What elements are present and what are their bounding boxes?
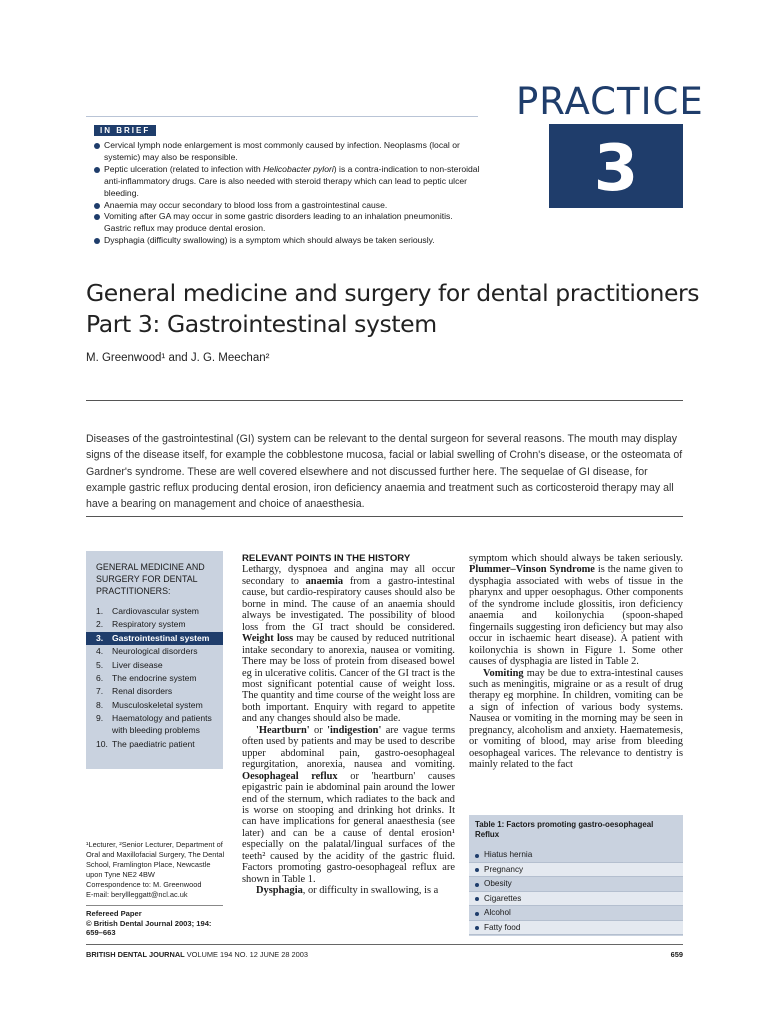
series-item-number: 6.: [96, 672, 104, 683]
text-run: , or difficulty in swallowing, is a: [302, 885, 439, 897]
series-item-label: Liver disease: [112, 659, 163, 670]
in-brief-tag: IN BRIEF: [94, 125, 156, 136]
text-run: is the name given to dysphagia associated with webs of tissue in the pharynx and upper oesophagus. Other components of the syndrome include glossitis, iron deficiency anaemia and koilonychia (spoon-shaped fingernails suggesting iron deficiency but may also occur in ischaemic heart disease). A patient with koilonychia is shown in Figure 1. Some other causes of dysphagia are listed in Table 2.: [469, 564, 683, 668]
series-item: [86, 605, 223, 618]
text-run: may be due to extra-intestinal causes such as meningitis, migraine or as a result of drug therapy eg morphine. In children, vomiting can be a sign of infection of various body systems. Nausea or vomiting in the morning may be seen in pregnancy, alcoholism and anxiety. Haematemesis, or vomiting of blood, may arise from bleeding oesophageal varices. The relevance to dentistry is mainly related to the fact: [469, 667, 683, 771]
divider: [86, 944, 683, 945]
text-run: from a gastro-intestinal cause, but cardio-respiratory causes should also be borne in mind. The cause of an anaemia should always be investigated. The possibility of blood loss from the GI tract should be considered.: [242, 575, 455, 633]
table-row: Pregnancy: [469, 863, 683, 878]
series-item-label: Haematology and patients with bleeding problems: [112, 713, 212, 736]
series-item: [86, 645, 223, 658]
series-item-number: 5.: [96, 659, 104, 670]
author-affiliation: [86, 840, 226, 901]
series-item: [86, 699, 223, 712]
series-item-label: The paediatric patient: [112, 738, 195, 749]
text-run: or: [309, 724, 328, 736]
series-item-label: The endocrine system: [112, 672, 197, 683]
series-list: [86, 605, 223, 751]
divider: [86, 905, 223, 906]
title-line-2: Part 3: Gastrointestinal system: [86, 310, 437, 338]
affiliation-line: School, Framlington Place, Newcastle: [86, 860, 211, 870]
bold-term: 'Heartburn': [256, 724, 310, 736]
table-row: Hiatus hernia: [469, 848, 683, 863]
series-item-label: Respiratory system: [112, 619, 186, 630]
series-item-label: Gastrointestinal system: [112, 632, 210, 643]
text-run: Lethargy, dyspnoea and angina may all occur secondary to: [242, 564, 455, 587]
divider: [86, 400, 683, 401]
journal-footer: [86, 950, 308, 959]
paragraph: [242, 725, 455, 885]
body-column-1: [242, 553, 455, 897]
species-name: Helicobacter pylori: [263, 163, 334, 174]
section-heading: RELEVANT POINTS IN THE HISTORY: [242, 553, 411, 564]
series-item: [86, 618, 223, 631]
series-item: [86, 712, 223, 738]
in-brief-item-text: Peptic ulceration (related to infection with Helicobacter pylori) is a contra-indication to non-steroidal anti-inflammatory drugs. Care is also needed with steroid therapy which can lead to peptic ulcer bleeding.: [104, 163, 480, 198]
abstract: Diseases of the gastrointestinal (GI) system can be relevant to the dental surgeon for several reasons. The mouth may display signs of the disease itself, for example the cobblestone mucosa, facial or labial swelling of Crohn's disease, or the osteomata of Gardner's syndrome. These are well covered elsewhere and not discussed further here. The sequelae of GI disease, for example gastric reflux producing dental erosion, iron deficiency anaemia and treatment such as corticosteroid therapy may all have a bearing on management and choice of anaesthesia.: [86, 433, 683, 511]
series-item-number: 1.: [96, 606, 104, 616]
series-item: [86, 685, 223, 698]
text-run: symptom which should always be taken seriously.: [469, 553, 683, 564]
series-item-number: 9.: [96, 713, 104, 724]
paragraph: [469, 668, 683, 771]
in-brief-item: Cervical lymph node enlargement is most commonly caused by infection. Neoplasms (local or systemic) may also be responsible.: [94, 140, 482, 164]
affiliation-line: upon Tyne NE2 4BW: [86, 870, 155, 880]
paragraph: [242, 564, 455, 724]
bold-term: Plummer–Vinson Syndrome: [469, 564, 595, 576]
in-brief-item: [94, 164, 482, 200]
series-item: [86, 659, 223, 672]
table-1-title: Table 1: Factors promoting gastro-oesophageal Reflux: [475, 820, 654, 839]
table-row: Obesity: [469, 877, 683, 892]
paragraph: [242, 885, 455, 896]
journal-name: BRITISH DENTAL JOURNAL: [86, 950, 185, 959]
table-row: Cigarettes: [469, 892, 683, 907]
in-brief-item: Vomiting after GA may occur in some gastric disorders leading to an inhalation pneumonitis. Gastric reflux may produce dental erosion.: [94, 211, 482, 235]
bold-term: anaemia: [305, 575, 344, 587]
citation: © British Dental Journal 2003; 194: 659–663: [86, 918, 212, 937]
series-item-current: [86, 632, 223, 645]
series-item-label: Musculoskeletal system: [112, 699, 203, 710]
series-item-label: Renal disorders: [112, 686, 173, 697]
divider: [86, 516, 683, 517]
series-item: [86, 672, 223, 685]
text-run: are vague terms often used by patients and may be used to describe upper abdominal pain, gastro-oesophageal regurgitation, anorexia, nausea and vomiting.: [242, 724, 455, 771]
divider: [86, 116, 478, 117]
bold-term: Vomiting: [483, 667, 524, 679]
series-item-number: 7.: [96, 686, 104, 697]
bold-term: 'indigestion': [327, 724, 382, 736]
series-item-number: 3.: [96, 632, 104, 643]
series-item-label: Neurological disorders: [112, 646, 198, 657]
journal-volume: VOLUME 194 NO. 12 JUNE 28 2003: [186, 950, 308, 959]
text-run: may be caused by reduced nutritional intake secondary to anorexia, nausea or vomiting. There may be loss of protein from diseased bowel eg in ulcerative colitis. Cancer of the GI tract is the most significant potential cause of weight loss. The quantity and time course of the weight loss are both important. Enquiry with regard to appetite and any changes should also be made.: [242, 633, 455, 725]
series-heading: GENERAL MEDICINE AND SURGERY FOR DENTAL PRACTITIONERS:: [96, 562, 205, 597]
referee-note: [86, 909, 226, 938]
bold-term: Oesophageal reflux: [242, 770, 338, 782]
table-1-list: [469, 848, 683, 935]
bold-term: Dysphagia: [256, 885, 303, 897]
in-brief-list: [94, 140, 482, 247]
in-brief-item: Dysphagia (difficulty swallowing) is a symptom which should always be taken seriously.: [94, 235, 482, 247]
text-run: or 'heartburn' causes epigastric pain ie abdominal pain around the lower end of the sternum, which radiates to the back and is worse on stooping and drinking hot drinks. It can have implications for general anaesthesia (see later) and can be a cause of dental erosion¹ especially on the palatal/lingual surfaces of the teeth² caused by the acidity of the gastric fluid. Factors promoting gastro-oesophageal reflux are shown in Table 1.: [242, 770, 456, 885]
page-number: 659: [670, 950, 683, 959]
title-line-1: General medicine and surgery for dental practitioners: [86, 279, 700, 307]
bold-term: Weight loss: [242, 633, 294, 645]
series-item-number: 10.: [96, 738, 108, 749]
body-column-2: [469, 553, 683, 771]
affiliation-line: Oral and Maxillofacial Surgery, The Dental: [86, 850, 225, 860]
paragraph: [469, 553, 683, 668]
section-label: PRACTICE: [516, 80, 704, 123]
series-item-label: Cardiovascular system: [112, 606, 199, 616]
in-brief-item: Anaemia may occur secondary to blood loss from a gastrointestinal cause.: [94, 200, 482, 212]
series-item-number: 8.: [96, 699, 104, 710]
article-title: [86, 278, 726, 340]
authors: M. Greenwood¹ and J. G. Meechan²: [86, 352, 270, 364]
series-item: [86, 738, 223, 751]
table-row: Fatty food: [469, 921, 683, 936]
affiliation-line: E-mail: beryllleggatt@ncl.ac.uk: [86, 890, 188, 900]
affiliation-line: Correspondence to: M. Greenwood: [86, 880, 202, 890]
series-item-number: 2.: [96, 619, 104, 630]
series-item-number: 4.: [96, 646, 104, 657]
referee-label: Refereed Paper: [86, 909, 142, 918]
affiliation-line: ¹Lecturer, ²Senior Lecturer, Department of: [86, 840, 223, 849]
part-number: 3: [549, 124, 683, 208]
table-row: Alcohol: [469, 906, 683, 921]
